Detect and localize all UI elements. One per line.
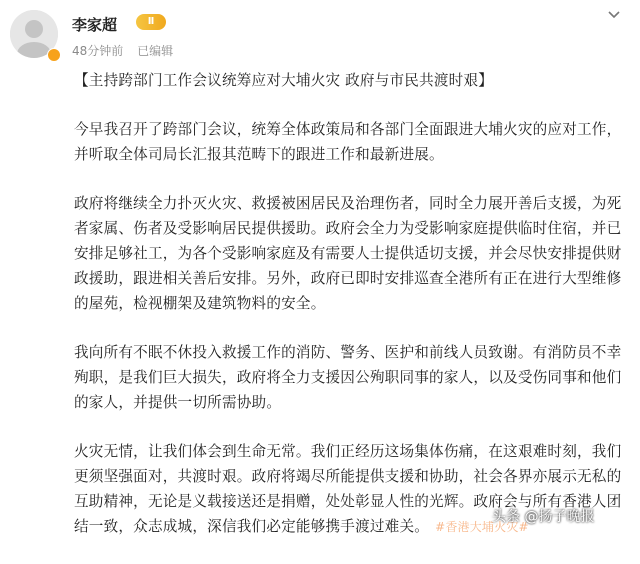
edited-label[interactable]: 已编辑 [137, 44, 174, 58]
post-header [0, 0, 640, 66]
watermark [492, 506, 632, 532]
more-options-button[interactable] [602, 8, 626, 24]
post-paragraph-3: 我向所有不眠不休投入救援工作的消防、警务、医护和前线人员致谢。有消防员不幸殉职，是我们巨大损失，政府将全力支援因公殉职同事的家人，以及受伤同事和他们的家人，并提供一切所需协助。 [74, 344, 622, 411]
level-badge: Ⅱ [136, 14, 166, 30]
author-name[interactable]: 李家超 [72, 16, 118, 34]
watermark-text: 头条 @扬子晚报 [492, 509, 595, 525]
post-time: 48分钟前 [72, 44, 124, 58]
post-meta [72, 42, 173, 59]
verified-badge-icon [47, 48, 61, 62]
post-body [74, 68, 630, 564]
chevron-down-icon [607, 10, 621, 20]
post-paragraph-4: 火灾无情，让我们体会到生命无常。我们正经历这场集体伤痛，在这艰难时刻，我们更须坚强面对，共渡时艰。政府将竭尽所能提供支援和协助，社会各界亦展示无私的互助精神，无论是义载接送还是捐赠，处处彰显人性的光辉。政府会与所有香港人团结一致，众志成城，深信我们必定能够携手渡过难关。 #香港大埔火灾# [74, 443, 622, 535]
post-title: 【主持跨部门工作会议统筹应对大埔火灾 政府与市民共渡时艰】 [74, 72, 494, 89]
post-paragraph-2: 政府将继续全力扑灭火灾、救援被困居民及治理伤者，同时全力展开善后支援，为死者家属、伤者及受影响居民提供援助。政府会全力为受影响家庭提供临时住宿，并已安排足够社工，为各个受影响家庭及有需要人士提供适切支援，并会尽快安排提供财政援助，跟进相关善后安排。另外，政府已即时安排巡查全港所有正在进行大型维修的屋苑，检视棚架及建筑物料的安全。 [74, 195, 622, 312]
hashtag-link[interactable]: #香港大埔火灾# [435, 520, 529, 534]
post-paragraph-1: 今早我召开了跨部门会议，统筹全体政策局和各部门全面跟进大埔火灾的应对工作，并听取全体司局长汇报其范畴下的跟进工作和最新进展。 [74, 121, 622, 163]
